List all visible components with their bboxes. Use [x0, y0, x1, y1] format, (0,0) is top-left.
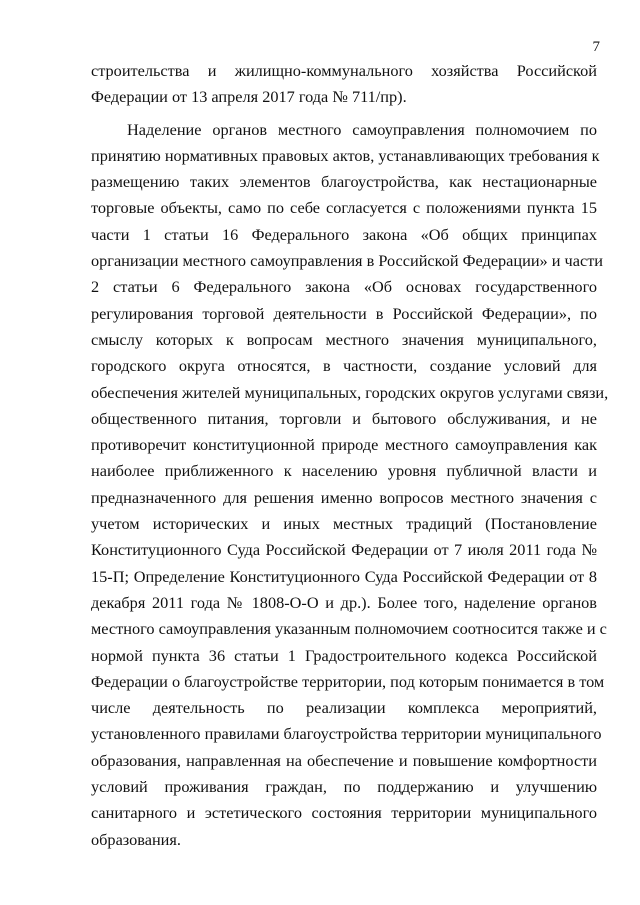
- text-line: принятию нормативных правовых актов, устанавливающих требования к: [91, 145, 600, 165]
- text-line: наиболее приближенного к населению уровня публичной власти и: [91, 461, 597, 481]
- text-line: Федерации о благоустройстве территории, под которым понимается в том: [91, 671, 605, 691]
- page-number: 7: [592, 39, 600, 55]
- text-line: декабря 2011 года № 1808-О-О и др.). Более того, наделение органов: [91, 592, 597, 612]
- text-line: санитарного и эстетического состояния территории муниципального: [91, 803, 597, 823]
- text-line: части 1 статьи 16 Федерального закона «Об общих принципах: [91, 224, 597, 244]
- text-line: противоречит конституционной природе местного самоуправления как: [91, 435, 597, 455]
- text-line: строительства и жилищно-коммунального хозяйства Российской: [91, 61, 597, 80]
- text-line: Конституционного Суда Российской Федерации от 7 июля 2011 года №: [91, 540, 597, 560]
- text-line: обеспечения жителей муниципальных, городских округов услугами связи,: [91, 382, 609, 402]
- text-line: Наделение органов местного самоуправления полномочием по: [127, 119, 597, 139]
- text-line: нормой пункта 36 статьи 1 Градостроительного кодекса Российской: [91, 645, 597, 665]
- text-line: размещению таких элементов благоустройства, как нестационарные: [91, 172, 597, 192]
- text-line: 2 статьи 6 Федерального закона «Об основах государственного: [91, 277, 597, 297]
- text-line: Федерации от 13 апреля 2017 года № 711/пр).: [91, 87, 407, 107]
- paragraph-main: [91, 117, 609, 853]
- text-line: образования, направленная на обеспечение и повышение комфортности: [91, 750, 597, 770]
- text-line: торговые объекты, само по себе согласуется с положениями пункта 15: [91, 198, 597, 218]
- text-line: общественного питания, торговли и бытового обслуживания, и не: [91, 408, 597, 428]
- paragraph-continuation: [91, 58, 597, 111]
- document-body: [91, 58, 609, 853]
- text-line: установленного правилами благоустройства территории муниципального: [91, 724, 602, 744]
- text-line: учетом исторических и иных местных традиций (Постановление: [91, 514, 597, 534]
- text-line: числе деятельность по реализации комплекса мероприятий,: [91, 698, 597, 718]
- text-line: условий проживания граждан, по поддержанию и улучшению: [91, 777, 597, 797]
- text-line: регулирования торговой деятельности в Российской Федерации», по: [91, 303, 597, 323]
- text-line: организации местного самоуправления в Российской Федерации» и части: [91, 251, 604, 271]
- text-line: городского округа относятся, в частности, создание условий для: [91, 356, 597, 376]
- text-line: образования.: [91, 829, 181, 849]
- text-line: смыслу которых к вопросам местного значения муниципального,: [91, 329, 597, 349]
- text-line: 15-П; Определение Конституционного Суда Российской Федерации от 8: [91, 566, 597, 586]
- text-line: предназначенного для решения именно вопросов местного значения с: [91, 487, 597, 507]
- text-line: местного самоуправления указанным полномочием соотносится также и с: [91, 619, 607, 639]
